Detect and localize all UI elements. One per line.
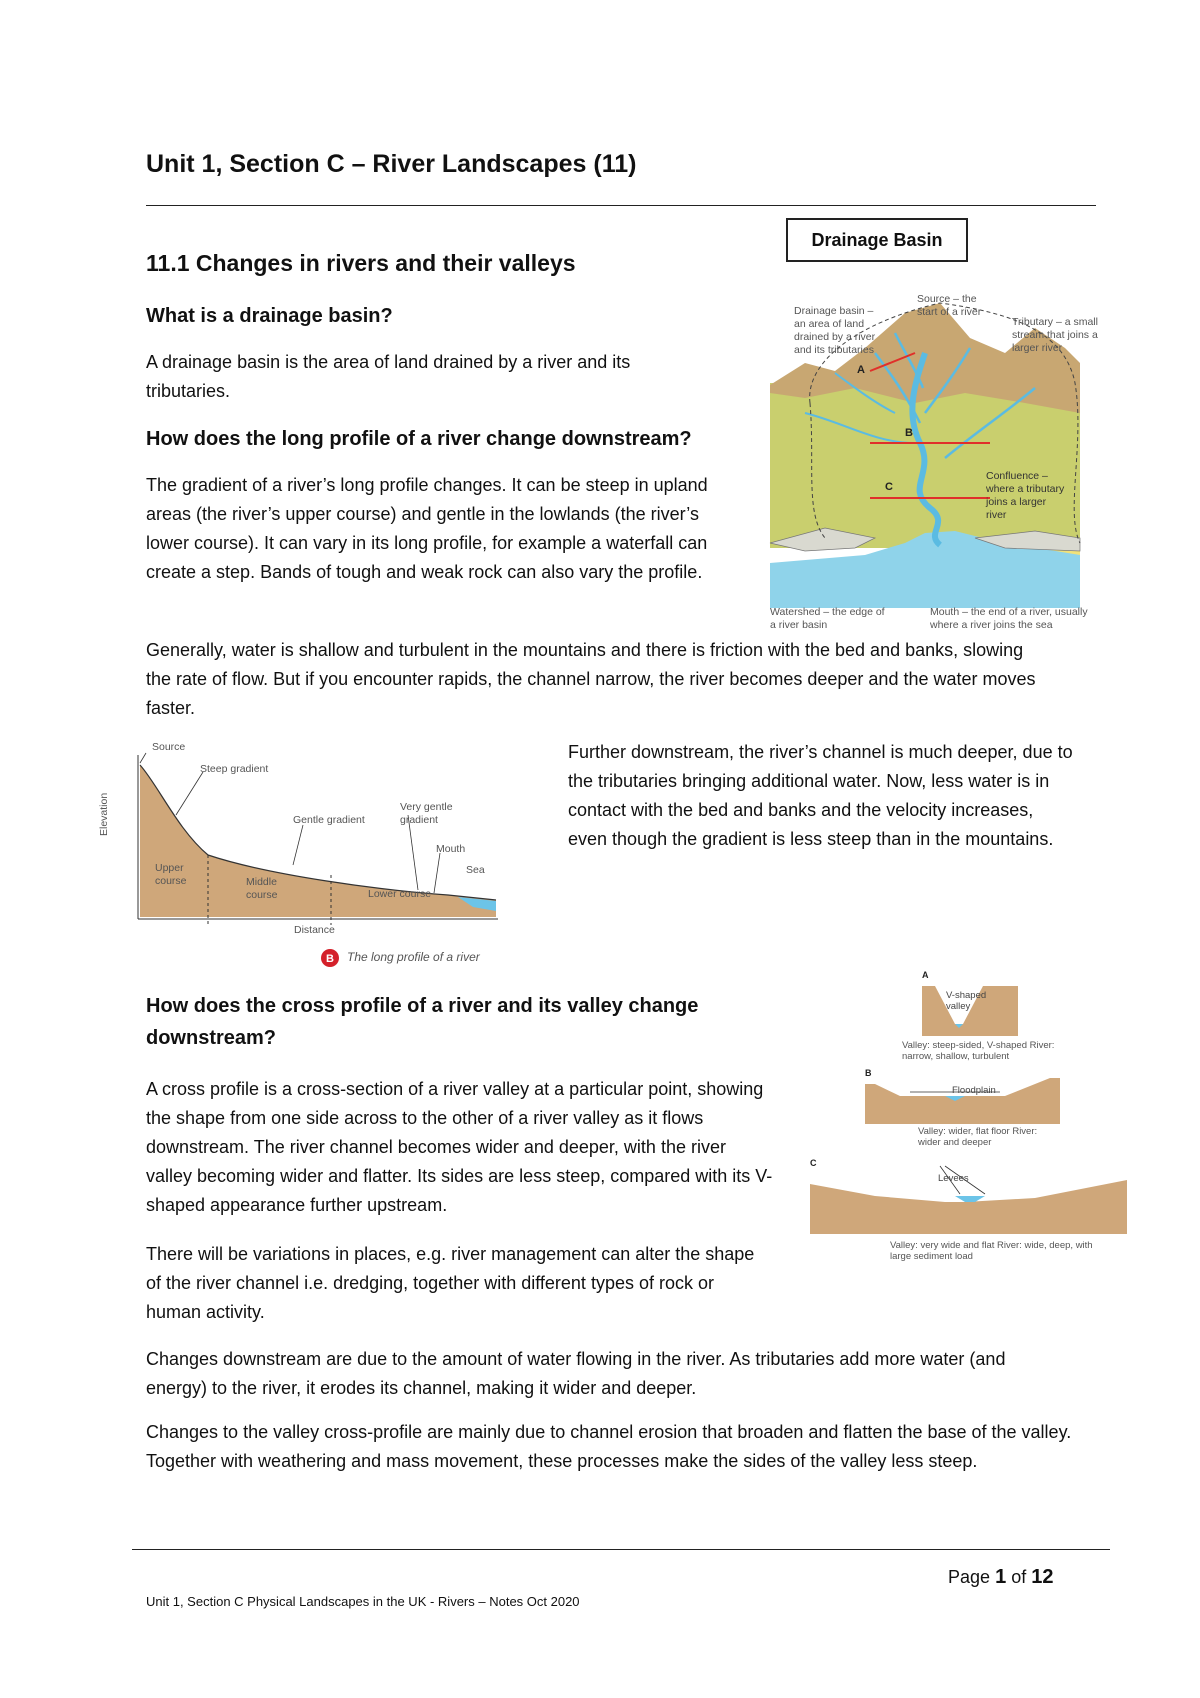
cross-profile-a-caption: Valley: steep-sided, V-shaped River: narrow, shallow, turbulent (902, 1040, 1055, 1062)
long-profile-label-sea: Sea (466, 864, 485, 876)
question-long-profile: How does the long profile of a river change downstream? (146, 428, 692, 450)
long-profile-leader (140, 753, 146, 763)
page-current: 1 (995, 1566, 1007, 1588)
basin-label-watershed: Watershed – the edge of a river basin (770, 606, 885, 631)
paragraph-changes-downstream: Changes downstream are due to the amount of water flowing in the river. As tributaries add more water (and energy) to the river, it erodes its channel, making it wider and deeper. (146, 1349, 1006, 1398)
long-profile-badge-letter: B (326, 953, 334, 965)
question-drainage-basin: What is a drainage basin? (146, 305, 393, 327)
cross-profile-c-inner: Levees (938, 1173, 969, 1184)
paragraph-variations: There will be variations in places, e.g. river management can alter the shape of the river channel i.e. dredging, together with different types of rock or human activity. (146, 1244, 755, 1322)
long-profile-label-distance: Distance (294, 924, 335, 936)
page-of: of (1011, 1567, 1027, 1587)
paragraph-drainage-basin: A drainage basin is the area of land drained by a river and its tributaries. (146, 352, 631, 401)
long-profile-label-steep: Steep gradient (200, 763, 269, 775)
page-prefix: Page (948, 1567, 991, 1587)
basin-letter-c: C (885, 481, 893, 493)
long-profile-leader (434, 853, 440, 893)
basin-letter-a: A (857, 364, 865, 376)
long-profile-leader (293, 825, 303, 865)
long-profile-label-elevation: Elevation (98, 792, 110, 836)
long-profile-label-lower: Lower course (368, 888, 432, 900)
cross-profile-c-letter: C (810, 1158, 817, 1168)
footer-rule (132, 1549, 1110, 1550)
long-profile-label-upper: Upper course (155, 862, 187, 887)
footer-note: Unit 1, Section C Physical Landscapes in the UK - Rivers – Notes Oct 2020 (146, 1594, 580, 1609)
long-profile-label-gentle: Gentle gradient (293, 814, 365, 826)
long-profile-label-very-gentle: Very gentle gradient (400, 801, 453, 826)
page-number (948, 1566, 1053, 1589)
cross-profile-c-caption: Valley: very wide and flat River: wide, deep, with large sediment load (890, 1240, 1093, 1262)
long-profile-label-source: Source (152, 741, 186, 753)
basin-letter-b: B (905, 427, 913, 439)
header-rule (146, 205, 1096, 206)
cross-profile-b-inner: Floodplain (952, 1085, 996, 1096)
cross-profile-a-letter: A (922, 970, 929, 980)
paragraph-valley-changes: Changes to the valley cross-profile are mainly due to channel erosion that broaden and flatten the base of the valley. Together with weathering and mass movement, these processes make the sides of the valley less steep. (146, 1422, 1072, 1471)
paragraph-flow: Generally, water is shallow and turbulent in the mountains and there is friction with the bed and banks, slowing the rate of flow. But if you encounter rapids, the channel narrow, the river becomes deeper and the water moves faster. (146, 640, 1036, 718)
basin-label-tributary: Tributary – a small stream that joins a larger river (1012, 316, 1098, 354)
long-profile-label-middle: Middle course (246, 876, 278, 901)
basin-label-source: Source – the start of a river (917, 293, 982, 318)
question-cross-profile: How does the cross profile of a river and its valley change downstream? (146, 995, 699, 1049)
page-total: 12 (1031, 1566, 1054, 1588)
long-profile-label-mouth: Mouth (436, 843, 466, 855)
cross-profile-c-water (955, 1196, 985, 1202)
drainage-basin-label-box: Drainage Basin (786, 218, 968, 262)
paragraph-long-profile: The gradient of a river’s long profile changes. It can be steep in upland areas (the river’s upper course) and gentle in the lowlands (the river’s lower course). It can vary in its long profile, for example a waterfall can create a step. Bands of tough and weak rock can also vary the profile. (146, 475, 708, 582)
paragraph-cross-profile: A cross profile is a cross-section of a river valley at a particular point, showing the shape from one side across to the other of a river valley as it flows downstream. The river channel becomes wider and deeper, with the river valley becoming wider and flatter. Its sides are less steep, compared with its V-shaped appearance further upstream. (146, 1079, 773, 1215)
long-profile-leader (176, 772, 203, 815)
cross-profile-c-shape (810, 1180, 1127, 1234)
cross-profile-b-caption: Valley: wider, flat floor River: wider and deeper (918, 1126, 1038, 1148)
long-profile-caption: The long profile of a river (347, 950, 480, 964)
page-title: Unit 1, Section C – River Landscapes (11) (146, 150, 637, 178)
paragraph-downstream: Further downstream, the river’s channel is much deeper, due to the tributaries bringing additional water. Now, less water is in contact with the bed and banks and the velocity increases, even though the gradient is less steep than in the mountains. (568, 742, 1073, 849)
cross-profile-a-inner: V-shaped valley (946, 990, 987, 1012)
section-heading: 11.1 Changes in rivers and their valleys (146, 250, 576, 276)
basin-label-drainage: Drainage basin – an area of land drained by a river and its tributaries (794, 305, 876, 356)
basin-label-confluence: Confluence – where a tributary joins a larger river (986, 470, 1065, 521)
cross-profile-b-letter: B (865, 1068, 872, 1078)
basin-label-mouth: Mouth – the end of a river, usually where a river joins the sea (930, 606, 1088, 631)
